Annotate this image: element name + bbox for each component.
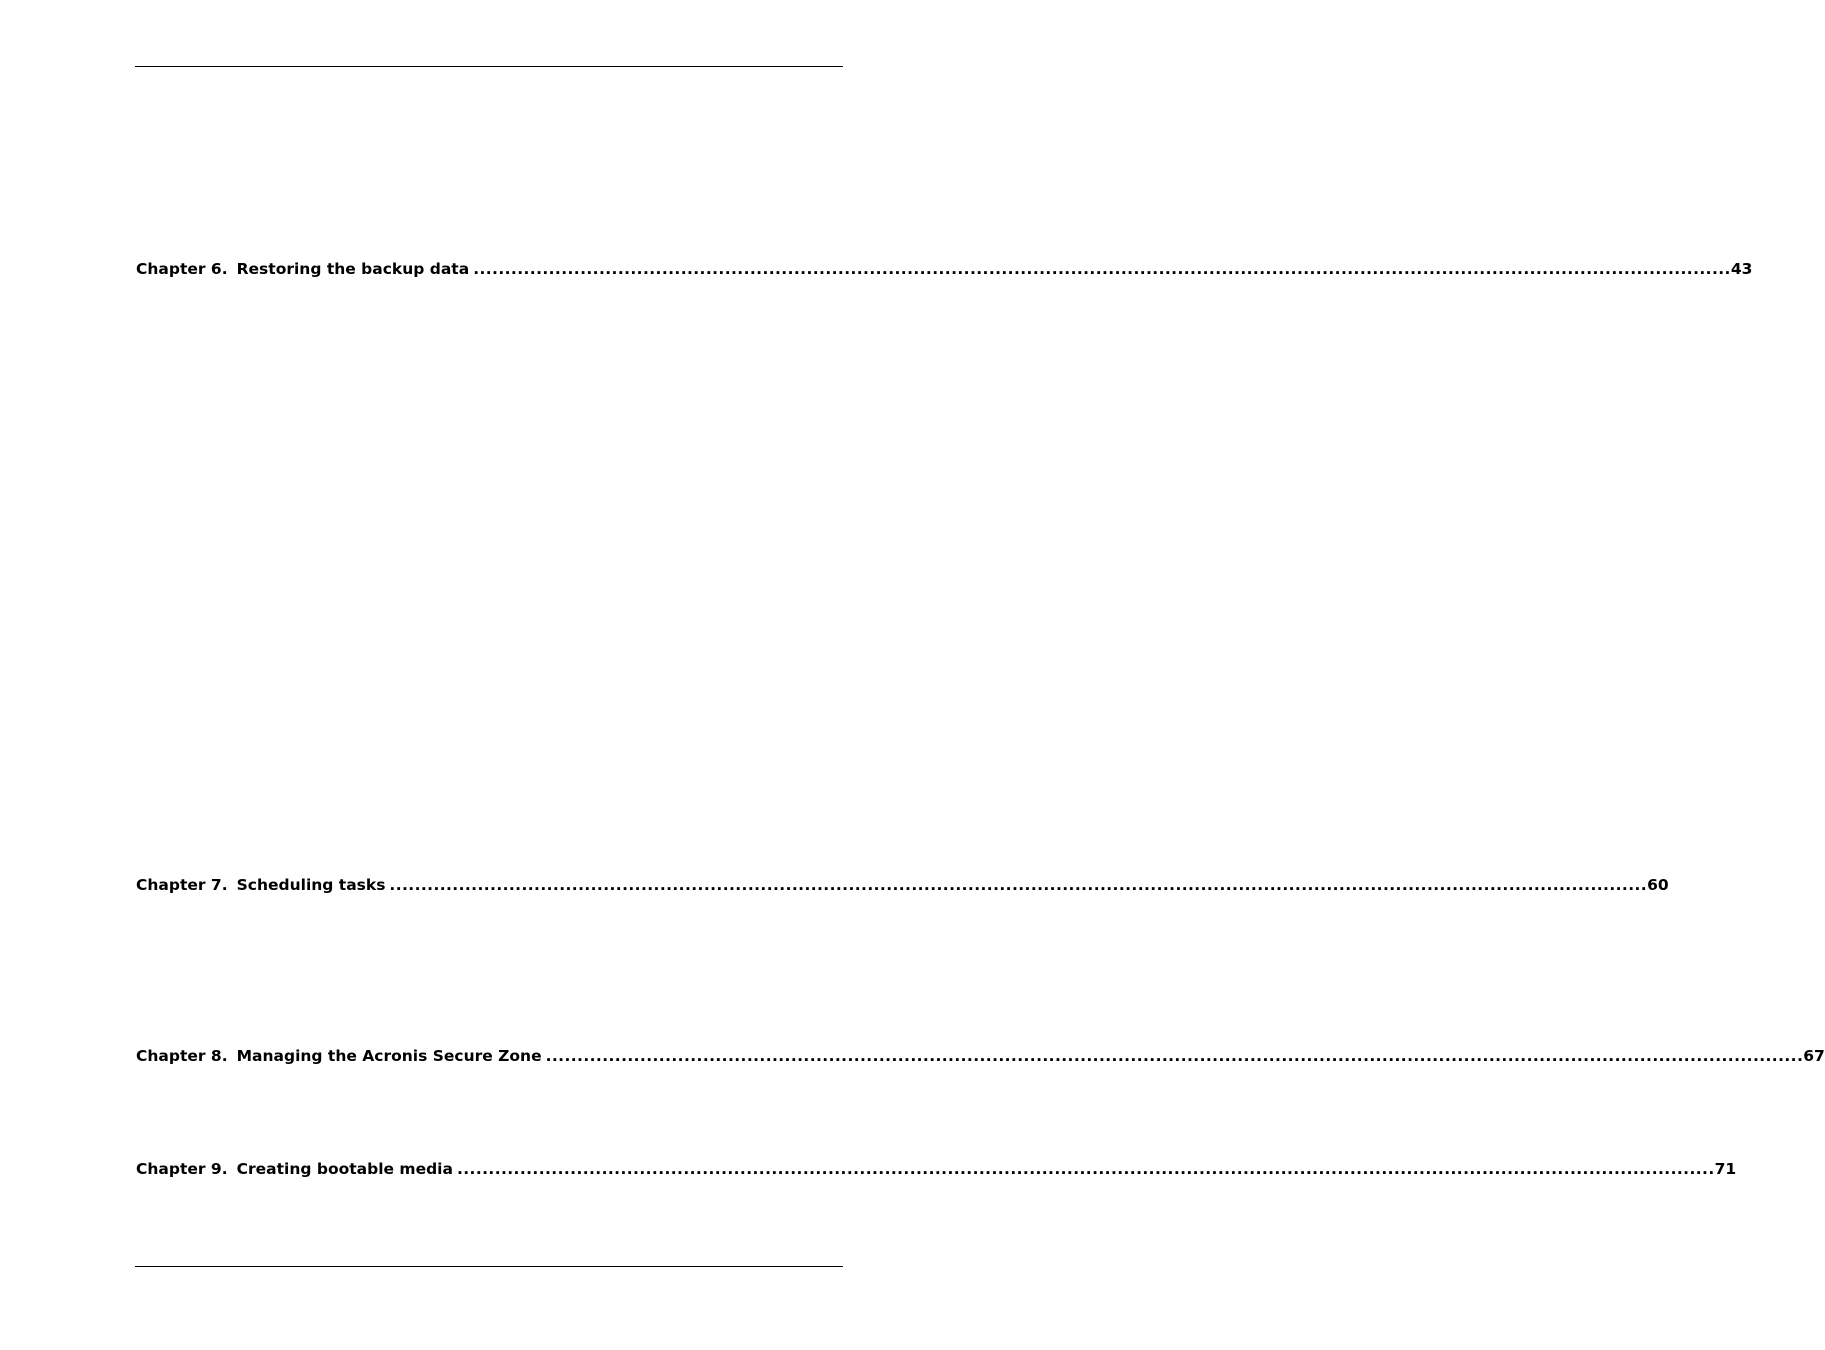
toc-entry-chapter-7[interactable] — [136, 875, 1669, 895]
header-rule — [135, 66, 843, 67]
footer-rule — [135, 1266, 843, 1267]
toc-page-number: 43 — [1730, 260, 1753, 278]
toc-chapter-number: Chapter 9. — [136, 1160, 228, 1178]
toc-chapter-number: Chapter 7. — [136, 876, 228, 894]
toc-chapter-title: Managing the Acronis Secure Zone — [236, 1047, 542, 1065]
toc-chapter-title: Creating bootable media — [236, 1160, 453, 1178]
toc-page-number: 60 — [1647, 876, 1669, 894]
toc-page-number: 71 — [1714, 1160, 1737, 1178]
toc-page-number: 67 — [1803, 1047, 1825, 1065]
toc-entry-chapter-8[interactable] — [136, 1046, 1825, 1066]
toc-dot-leader: ........................................................................................................................................................................................................ — [545, 1047, 1804, 1065]
toc-chapter-title: Restoring the backup data — [236, 260, 470, 278]
toc-dot-leader: ........................................................................................................................................................................................................ — [389, 876, 1648, 894]
toc-chapter-number: Chapter 8. — [136, 1047, 228, 1065]
toc-chapter-number: Chapter 6. — [136, 260, 228, 278]
toc-dot-leader: ........................................................................................................................................................................................................ — [456, 1160, 1715, 1178]
toc-entry-chapter-6[interactable] — [136, 259, 1753, 279]
toc-chapter-title: Scheduling tasks — [236, 876, 386, 894]
toc-entry-chapter-9[interactable] — [136, 1159, 1737, 1179]
toc-dot-leader: ........................................................................................................................................................................................................ — [473, 260, 1731, 278]
